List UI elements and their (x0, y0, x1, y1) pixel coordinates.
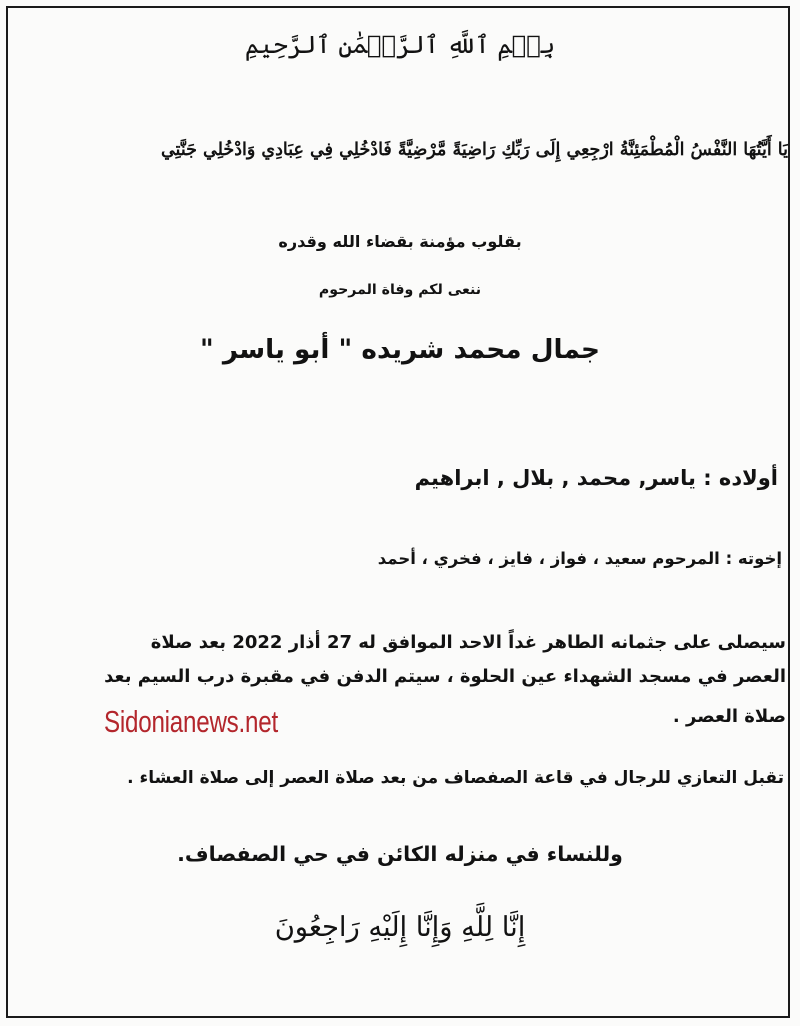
condolence-men: تقبل التعازي للرجال في قاعة الصفصاف من بعد صلاة العصر إلى صلاة العشاء . (127, 768, 784, 788)
site-watermark: Sidonianews.net (104, 704, 278, 739)
deceased-name: جمال محمد شريده " أبو ياسر " (199, 335, 601, 365)
funeral-details-line-2: العصر في مسجد الشهداء عين الحلوة ، سيتم الدفن في مقبرة درب السيم بعد (104, 666, 786, 687)
funeral-details-line-3: صلاة العصر . (672, 706, 786, 727)
quran-verse: يَا أَيَّتُهَا النَّفْسُ الْمُطْمَئِنَّةُ ارْجِعِي إِلَى رَبِّكِ رَاضِيَةً مَّرْضِيَّةً فَادْخُلِي فِي عِبَادِي وَادْخُلِي جَنَّتِي (160, 140, 788, 160)
announcement-line: ننعى لكم وفاة المرحوم (318, 282, 482, 298)
condolence-women: وللنساء في منزله الكائن في حي الصفصاف. (177, 842, 623, 866)
siblings-list: إخوته : المرحوم سعيد ، فواز ، فايز ، فخري ، أحمد (377, 549, 782, 568)
closing-verse: إِنَّا لِلَّهِ وَإِنَّا إِلَيْهِ رَاجِعُونَ (274, 912, 526, 943)
faith-statement: بقلوب مؤمنة بقضاء الله وقدره (278, 232, 522, 251)
funeral-details-line-1: سيصلى على جثمانه الطاهر غداً الاحد الموافق له 27 أذار 2022 بعد صلاة (150, 632, 786, 653)
basmala-heading: بِسۡمِ ٱللَّهِ ٱلرَّحۡمَٰنِ ٱلرَّحِيمِ (244, 30, 556, 59)
children-list: أولاده : ياسر, محمد , بلال , ابراهيم (414, 466, 778, 490)
